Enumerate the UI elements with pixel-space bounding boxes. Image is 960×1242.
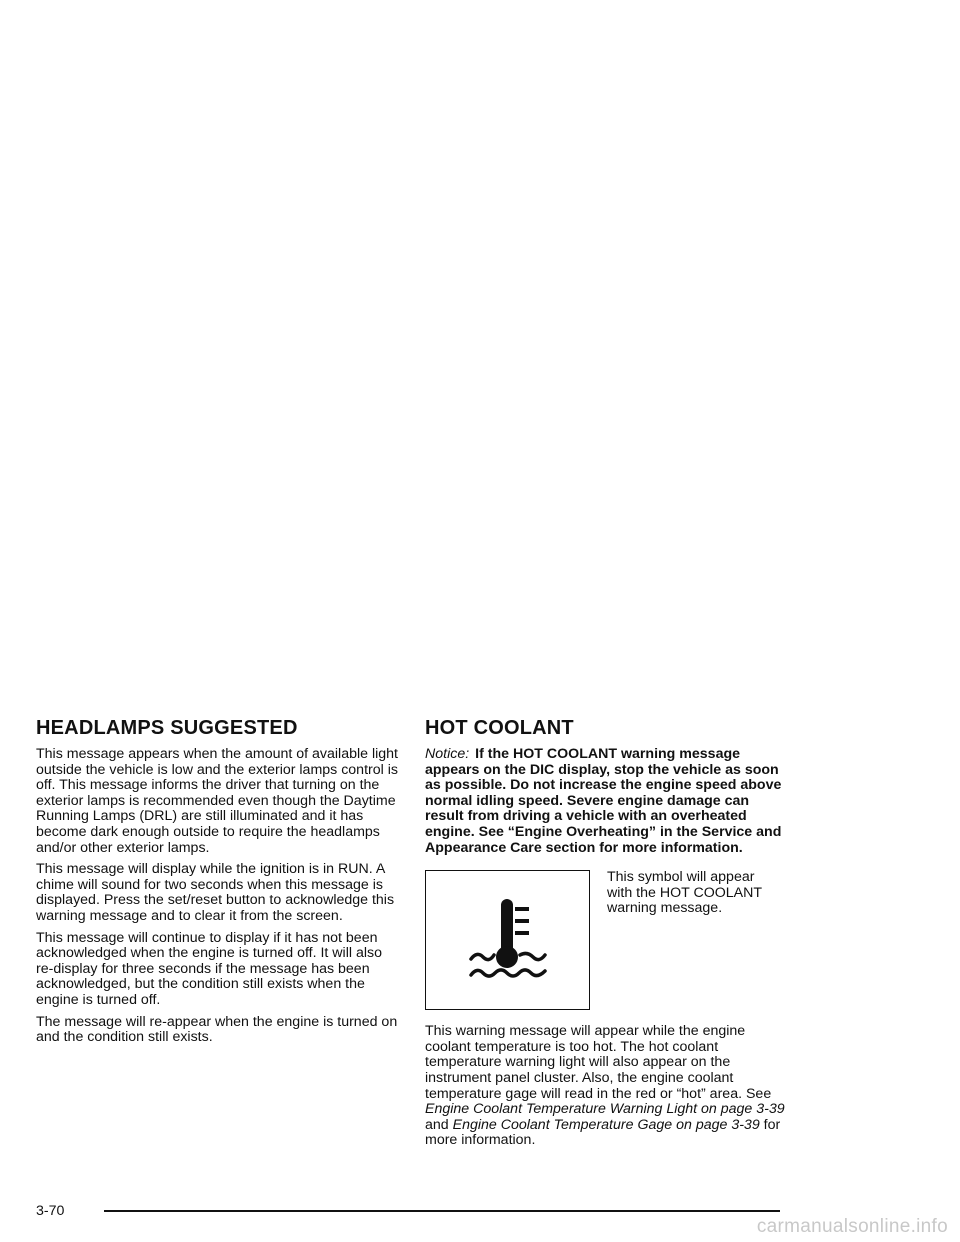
- left-paragraph-4: The message will re-appear when the engine is turned on and the condition still exists.: [36, 1013, 398, 1046]
- ref-temperature-gage-link[interactable]: Engine Coolant Temperature Gage on page 3-39: [452, 1116, 760, 1133]
- headlamps-suggested-heading: HEADLAMPS SUGGESTED: [36, 717, 298, 739]
- symbol-row: [425, 870, 790, 1010]
- end-text: for more information.: [425, 1116, 781, 1149]
- hot-coolant-body: [425, 1024, 790, 1149]
- coolant-temperature-icon: [463, 895, 553, 985]
- right-column: [425, 716, 790, 1155]
- left-column: [36, 716, 398, 1052]
- left-paragraph-1: This message appears when the amount of available light outside the vehicle is low and the exterior lamps control is off. This message informs the driver that turning on the exterior lamps is recommended even though the Daytime Running Lamps (DRL) are still illuminated and it has become dark enough outside to require the headlamps and/or other exterior lamps.: [36, 746, 398, 856]
- body-text: This warning message will appear while the engine coolant temperature is too hot. The hot coolant temperature warning light will also appear on the instrument panel cluster. Also, the engine coolant temperature gage will read in the red or “hot” area. See: [425, 1023, 772, 1102]
- page-number: 3-70: [36, 1203, 65, 1219]
- symbol-frame: [425, 870, 590, 1010]
- notice-text: If the HOT COOLANT warning message appears on the DIC display, stop the vehicle as soon as possible. Do not increase the engine speed above normal idling speed. Severe engine damage can result from driving a vehicle with an overheated engine. See “Engine Overheating” in the Service and Appearance Care section for more information.: [425, 746, 782, 856]
- footer-rule: [104, 1210, 780, 1212]
- ref-warning-light-link[interactable]: Engine Coolant Temperature Warning Light on page 3-39: [425, 1101, 785, 1118]
- symbol-caption: This symbol will appear with the HOT COOLANT warning message.: [607, 869, 762, 917]
- left-paragraph-2: This message will display while the ignition is in RUN. A chime will sound for two seconds when this message is displayed. Press the set/reset button to acknowledge this warning message and to clear it from the screen.: [36, 861, 395, 924]
- hot-coolant-heading: HOT COOLANT: [425, 717, 574, 739]
- watermark: carmanualsonline.info: [756, 1216, 948, 1237]
- and-text: and: [425, 1116, 449, 1133]
- notice-paragraph: [425, 747, 790, 856]
- left-paragraph-3: This message will continue to display if it has not been acknowledged when the engine is turned off. It will also re-display for three seconds if the message has been acknowledged, but the condition still exists when the engine is turned off.: [36, 929, 382, 1008]
- notice-label: Notice:: [425, 746, 470, 762]
